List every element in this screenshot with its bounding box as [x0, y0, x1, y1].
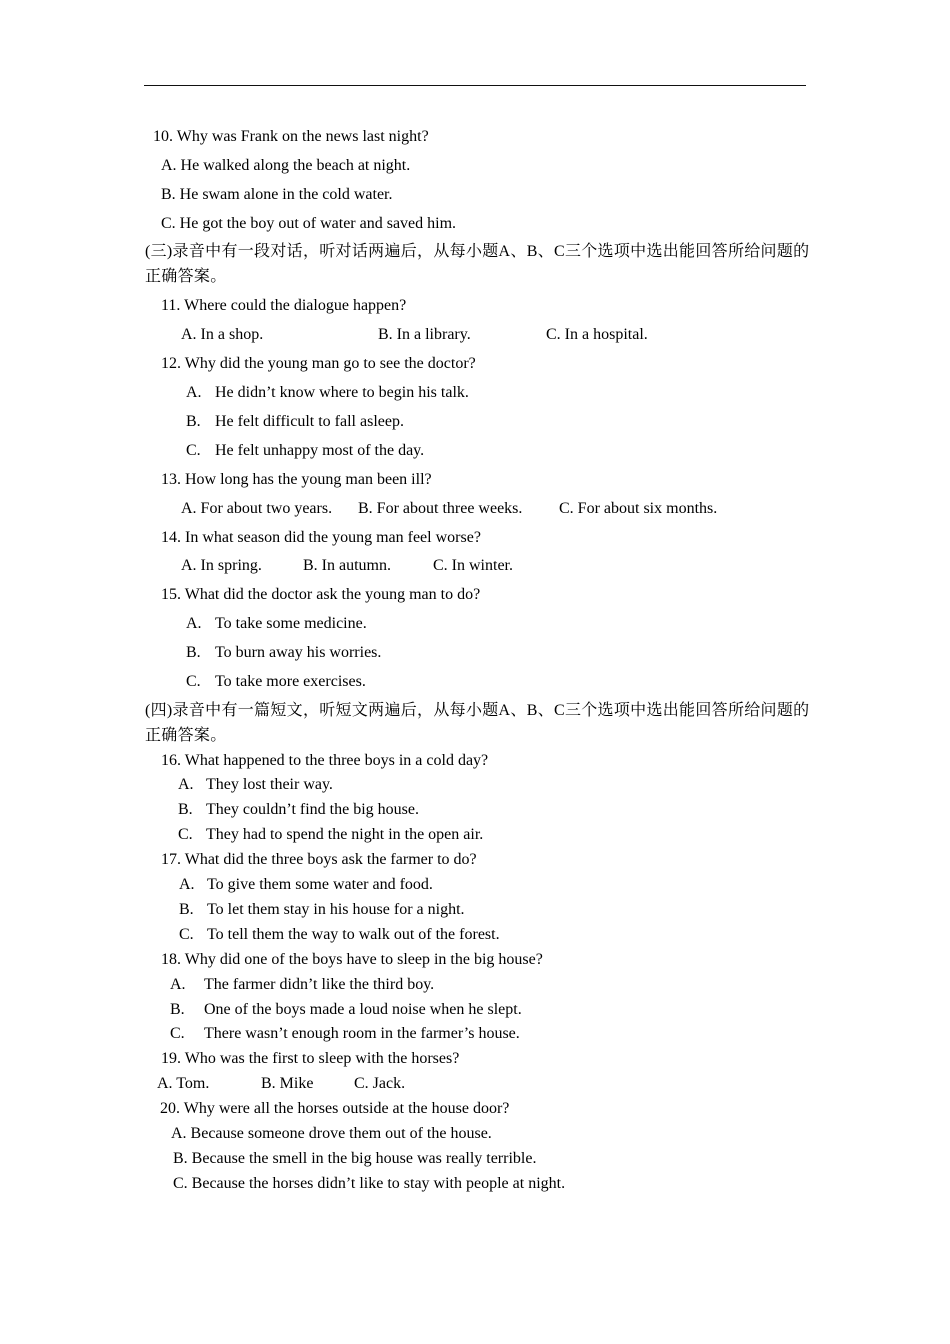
question-18-option-b	[170, 1000, 522, 1020]
option-letter: B.	[170, 1001, 185, 1018]
question-17-stem: 17. What did the three boys ask the farmer to do?	[161, 851, 477, 868]
question-11-stem: 11. Where could the dialogue happen?	[161, 297, 407, 314]
option-letter: C.	[186, 673, 201, 690]
option-text: To give them some water and food.	[207, 876, 433, 893]
option-letter: B.	[179, 901, 194, 918]
header-rule	[144, 85, 806, 86]
question-19-option-c: C. Jack.	[354, 1075, 406, 1092]
question-13-option-c: C. For about six months.	[559, 500, 718, 517]
question-15-option-c	[186, 672, 366, 692]
question-15-option-b	[186, 643, 382, 663]
question-20-option-a: A. Because someone drove them out of the house.	[171, 1125, 492, 1142]
section-4-instruction-line-1: (四)录音中有一篇短文，听短文两遍后，从每小题A、B、C三个选项中选出能回答所给问题的	[145, 702, 810, 719]
question-12-option-c	[186, 441, 425, 461]
option-letter: C.	[186, 442, 201, 459]
question-10-option-b: B. He swam alone in the cold water.	[161, 186, 393, 203]
option-text: To take more exercises.	[215, 673, 366, 690]
option-text: He felt difficult to fall asleep.	[215, 413, 404, 430]
question-13-option-b: B. For about three weeks.	[358, 500, 523, 517]
option-letter: C.	[179, 926, 194, 943]
question-17-option-c	[179, 925, 500, 945]
option-letter: A.	[170, 976, 186, 993]
question-13-option-a: A. For about two years.	[181, 500, 333, 517]
question-12-stem: 12. Why did the young man go to see the doctor?	[161, 355, 476, 372]
option-text: They had to spend the night in the open air.	[206, 826, 484, 843]
option-text: They lost their way.	[206, 776, 333, 793]
question-11-option-a: A. In a shop.	[181, 326, 264, 343]
question-20-option-c: C. Because the horses didn’t like to stay with people at night.	[173, 1175, 566, 1192]
question-19-option-a: A. Tom.	[157, 1075, 210, 1092]
option-text: He didn’t know where to begin his talk.	[215, 384, 469, 401]
option-text: To let them stay in his house for a night.	[207, 901, 465, 918]
option-text: To burn away his worries.	[215, 644, 382, 661]
question-16-option-a	[178, 775, 333, 795]
question-11-option-b: B. In a library.	[378, 326, 471, 343]
question-19-stem: 19. Who was the first to sleep with the horses?	[161, 1050, 460, 1067]
option-letter: A.	[186, 615, 202, 632]
question-20-option-b: B. Because the smell in the big house was really terrible.	[173, 1150, 537, 1167]
question-10-stem: 10. Why was Frank on the news last night?	[153, 128, 429, 145]
question-20-stem: 20. Why were all the horses outside at the house door?	[160, 1100, 510, 1117]
question-17-option-b	[179, 900, 465, 920]
option-letter: B.	[186, 413, 201, 430]
question-18-option-c	[170, 1024, 520, 1044]
option-letter: C.	[178, 826, 193, 843]
question-12-option-b	[186, 412, 404, 432]
option-letter: C.	[170, 1025, 185, 1042]
question-15-option-a	[186, 614, 367, 634]
option-letter: A.	[186, 384, 202, 401]
option-text: They couldn’t find the big house.	[206, 801, 419, 818]
section-4-instruction-line-2: 正确答案。	[145, 727, 227, 744]
option-text: One of the boys made a loud noise when he slept.	[204, 1001, 522, 1018]
option-letter: A.	[179, 876, 195, 893]
section-3-instruction-line-2: 正确答案。	[145, 268, 227, 285]
question-16-option-b	[178, 800, 419, 820]
question-10-option-a: A. He walked along the beach at night.	[161, 157, 411, 174]
question-18-option-a	[170, 975, 435, 995]
option-text: The farmer didn’t like the third boy.	[204, 976, 435, 993]
question-19-option-b: B. Mike	[261, 1075, 314, 1092]
question-14-option-c: C. In winter.	[433, 557, 513, 574]
question-13-stem: 13. How long has the young man been ill?	[161, 471, 432, 488]
question-11-option-c: C. In a hospital.	[546, 326, 648, 343]
question-18-stem: 18. Why did one of the boys have to sleep in the big house?	[161, 951, 543, 968]
option-letter: B.	[186, 644, 201, 661]
question-12-option-a	[186, 383, 469, 403]
question-16-stem: 16. What happened to the three boys in a cold day?	[161, 752, 489, 769]
question-17-option-a	[179, 875, 433, 895]
question-14-stem: 14. In what season did the young man feel worse?	[161, 529, 481, 546]
question-15-stem: 15. What did the doctor ask the young man to do?	[161, 586, 481, 603]
question-16-option-c	[178, 825, 484, 845]
option-text: To tell them the way to walk out of the forest.	[207, 926, 500, 943]
question-14-option-b: B. In autumn.	[303, 557, 391, 574]
option-letter: A.	[178, 776, 194, 793]
option-text: There wasn’t enough room in the farmer’s house.	[204, 1025, 520, 1042]
question-14-option-a: A. In spring.	[181, 557, 262, 574]
section-3-instruction-line-1: (三)录音中有一段对话，听对话两遍后，从每小题A、B、C三个选项中选出能回答所给问题的	[145, 243, 810, 260]
option-letter: B.	[178, 801, 193, 818]
option-text: He felt unhappy most of the day.	[215, 442, 425, 459]
option-text: To take some medicine.	[215, 615, 367, 632]
question-10-option-c: C. He got the boy out of water and saved him.	[161, 215, 457, 232]
